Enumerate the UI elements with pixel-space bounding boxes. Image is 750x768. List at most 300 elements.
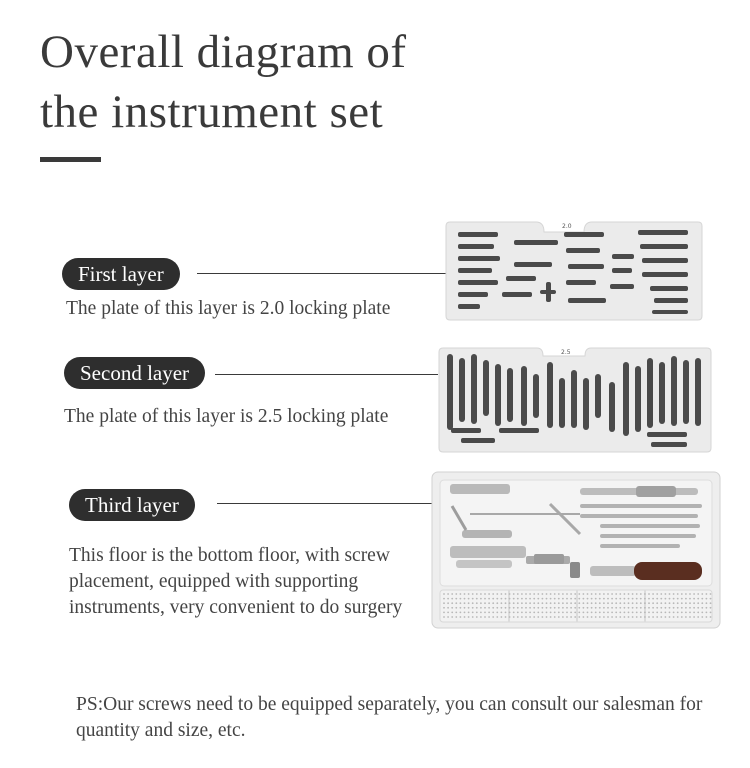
screw-hole	[693, 593, 695, 595]
screw-hole	[570, 602, 572, 604]
screw-hole	[570, 598, 572, 600]
screw-hole	[599, 598, 601, 600]
screw-hole	[480, 616, 482, 618]
screw-hole	[624, 616, 626, 618]
screw-hole	[447, 593, 449, 595]
screw-hole	[632, 593, 634, 595]
screw-hole	[685, 616, 687, 618]
screw-hole	[546, 607, 548, 609]
screw-hole	[636, 602, 638, 604]
screw-hole	[517, 616, 519, 618]
screw-hole	[468, 598, 470, 600]
screw-hole	[591, 602, 593, 604]
screw-hole	[509, 593, 511, 595]
screw-hole	[472, 598, 474, 600]
screw-hole	[669, 598, 671, 600]
screw-hole	[533, 593, 535, 595]
screw-hole	[587, 612, 589, 614]
screw-hole	[587, 593, 589, 595]
screw-hole	[476, 593, 478, 595]
screw-hole	[455, 593, 457, 595]
screw-hole	[455, 607, 457, 609]
screw-hole	[656, 598, 658, 600]
third-layer-label: Third layer	[69, 489, 195, 521]
screw-hole	[460, 598, 462, 600]
screw-hole	[484, 616, 486, 618]
screw-hole	[550, 612, 552, 614]
screw-hole	[554, 593, 556, 595]
screw-hole	[706, 616, 708, 618]
screw-hole	[706, 598, 708, 600]
screw-hole	[685, 602, 687, 604]
screw-hole	[472, 616, 474, 618]
screw-hole	[607, 598, 609, 600]
screw-hole	[546, 616, 548, 618]
screw-hole	[492, 593, 494, 595]
screw-hole	[611, 612, 613, 614]
screw-hole	[701, 598, 703, 600]
screw-hole	[681, 616, 683, 618]
screw-hole	[628, 602, 630, 604]
screw-hole	[677, 616, 679, 618]
third-layer-tray-image	[430, 470, 722, 630]
screw-hole	[636, 612, 638, 614]
screw-hole	[550, 602, 552, 604]
screw-hole	[451, 593, 453, 595]
screw-hole	[706, 607, 708, 609]
screw-hole	[542, 602, 544, 604]
screw-hole	[513, 607, 515, 609]
screw-hole	[496, 607, 498, 609]
screw-hole	[710, 616, 712, 618]
screw-hole	[509, 612, 511, 614]
screw-hole	[693, 616, 695, 618]
screw-hole	[517, 612, 519, 614]
screw-hole	[640, 612, 642, 614]
screw-hole	[624, 602, 626, 604]
screw-hole	[472, 612, 474, 614]
screw-hole	[660, 612, 662, 614]
screw-hole	[496, 616, 498, 618]
screw-hole	[484, 602, 486, 604]
screw-hole	[451, 612, 453, 614]
screw-hole	[644, 598, 646, 600]
screw-hole	[710, 602, 712, 604]
screw-hole	[443, 616, 445, 618]
screw-hole	[570, 607, 572, 609]
screw-hole	[583, 602, 585, 604]
screw-hole	[509, 616, 511, 618]
screw-hole	[476, 598, 478, 600]
screw-hole	[648, 593, 650, 595]
screw-hole	[591, 616, 593, 618]
tray-1-marking: 2.0	[562, 223, 572, 230]
screw-hole	[517, 593, 519, 595]
screw-hole	[607, 616, 609, 618]
screw-hole	[468, 602, 470, 604]
third-layer-leader-line	[217, 503, 435, 504]
screw-hole	[644, 607, 646, 609]
screw-hole	[529, 598, 531, 600]
first-layer-label: First layer	[62, 258, 180, 290]
second-layer-tray-image	[437, 344, 713, 456]
screw-hole	[464, 612, 466, 614]
screw-hole	[562, 612, 564, 614]
screw-hole	[492, 598, 494, 600]
screw-hole	[517, 607, 519, 609]
screw-hole	[656, 612, 658, 614]
screw-hole	[542, 616, 544, 618]
screw-hole	[525, 598, 527, 600]
screw-hole	[525, 593, 527, 595]
screw-hole	[533, 598, 535, 600]
screw-hole	[660, 616, 662, 618]
screw-hole	[558, 598, 560, 600]
screw-hole	[570, 612, 572, 614]
screw-hole	[513, 593, 515, 595]
screw-hole	[562, 598, 564, 600]
screw-hole	[550, 598, 552, 600]
screw-hole	[529, 616, 531, 618]
screw-hole	[689, 598, 691, 600]
screw-hole	[537, 602, 539, 604]
page-title	[40, 22, 407, 142]
screw-hole	[706, 593, 708, 595]
screw-hole	[644, 593, 646, 595]
screw-hole	[656, 607, 658, 609]
screw-hole	[521, 598, 523, 600]
screw-hole	[566, 612, 568, 614]
screw-hole	[652, 602, 654, 604]
first-layer-leader-line	[197, 273, 449, 274]
screw-hole	[583, 607, 585, 609]
screw-hole	[648, 598, 650, 600]
screw-hole	[681, 598, 683, 600]
screw-hole	[628, 616, 630, 618]
screw-hole	[525, 602, 527, 604]
screw-hole	[443, 593, 445, 595]
screw-hole	[443, 602, 445, 604]
screw-hole	[574, 598, 576, 600]
screw-hole	[562, 593, 564, 595]
screw-hole	[673, 602, 675, 604]
screw-hole	[513, 612, 515, 614]
screw-hole	[652, 593, 654, 595]
screw-hole	[488, 598, 490, 600]
screw-hole	[595, 607, 597, 609]
screw-hole	[611, 616, 613, 618]
screw-hole	[624, 612, 626, 614]
screw-hole	[587, 598, 589, 600]
screw-hole	[554, 598, 556, 600]
screw-hole	[685, 598, 687, 600]
screw-hole	[488, 602, 490, 604]
screw-hole	[537, 598, 539, 600]
screw-hole	[628, 593, 630, 595]
screw-hole	[513, 616, 515, 618]
screw-hole	[665, 598, 667, 600]
screw-hole	[513, 598, 515, 600]
screw-hole	[603, 616, 605, 618]
screw-hole	[603, 602, 605, 604]
first-layer-tray-image	[444, 218, 704, 324]
screw-hole	[505, 612, 507, 614]
screw-hole	[451, 607, 453, 609]
screw-hole	[464, 616, 466, 618]
screw-hole	[533, 602, 535, 604]
screw-hole	[546, 612, 548, 614]
screw-hole	[558, 612, 560, 614]
screw-hole	[562, 616, 564, 618]
screw-hole	[648, 612, 650, 614]
screw-hole	[546, 598, 548, 600]
screw-hole	[619, 593, 621, 595]
screw-hole	[595, 602, 597, 604]
title-line-2: the instrument set	[40, 86, 384, 138]
screw-hole	[706, 612, 708, 614]
screw-hole	[685, 593, 687, 595]
screw-hole	[652, 598, 654, 600]
screw-hole	[566, 616, 568, 618]
ps-note: PS:Our screws need to be equipped separately, you can consult our salesman for quantity and size, etc.	[76, 694, 703, 741]
screw-hole	[464, 607, 466, 609]
screw-hole	[583, 616, 585, 618]
screw-hole	[697, 598, 699, 600]
screw-hole	[468, 607, 470, 609]
screw-hole	[693, 602, 695, 604]
screw-hole	[611, 602, 613, 604]
screw-hole	[689, 607, 691, 609]
screw-hole	[480, 607, 482, 609]
screw-hole	[665, 602, 667, 604]
screw-hole	[496, 593, 498, 595]
screw-hole	[484, 598, 486, 600]
screw-hole	[587, 602, 589, 604]
screw-hole	[652, 612, 654, 614]
screw-hole	[521, 593, 523, 595]
screw-hole	[599, 607, 601, 609]
screw-hole	[644, 616, 646, 618]
third-layer-description: This floor is the bottom floor, with screw placement, equipped with supporting instruments, very convenient to do surgery	[69, 545, 403, 618]
screw-hole	[677, 593, 679, 595]
screw-hole	[644, 602, 646, 604]
screw-hole	[472, 593, 474, 595]
screw-hole	[578, 616, 580, 618]
screw-hole	[578, 602, 580, 604]
screw-hole	[636, 607, 638, 609]
screw-hole	[669, 593, 671, 595]
second-layer-leader-line	[215, 374, 438, 375]
screw-hole	[710, 593, 712, 595]
screw-hole	[632, 612, 634, 614]
screw-hole	[476, 602, 478, 604]
screw-hole	[574, 616, 576, 618]
screw-hole	[599, 593, 601, 595]
screw-hole	[447, 607, 449, 609]
screw-hole	[460, 616, 462, 618]
screw-hole	[451, 616, 453, 618]
screw-hole	[611, 607, 613, 609]
screw-hole	[558, 593, 560, 595]
screw-hole	[574, 602, 576, 604]
screw-hole	[529, 602, 531, 604]
screw-hole	[595, 616, 597, 618]
screw-hole	[574, 612, 576, 614]
screw-hole	[710, 598, 712, 600]
screw-hole	[476, 616, 478, 618]
screw-hole	[460, 602, 462, 604]
screw-hole	[509, 598, 511, 600]
screw-hole	[484, 593, 486, 595]
screw-hole	[550, 616, 552, 618]
screw-hole	[587, 616, 589, 618]
screw-hole	[701, 593, 703, 595]
screw-hole	[542, 598, 544, 600]
screw-hole	[591, 598, 593, 600]
screw-hole	[537, 612, 539, 614]
screw-hole	[476, 607, 478, 609]
screw-hole	[619, 607, 621, 609]
screw-hole	[689, 602, 691, 604]
screw-hole	[693, 607, 695, 609]
screw-hole	[460, 593, 462, 595]
title-underline	[40, 157, 101, 162]
screw-hole	[488, 612, 490, 614]
screw-hole	[669, 616, 671, 618]
screw-hole	[681, 612, 683, 614]
screw-hole	[673, 607, 675, 609]
screw-hole	[660, 607, 662, 609]
screw-hole	[706, 602, 708, 604]
screw-hole	[525, 616, 527, 618]
screw-hole	[607, 593, 609, 595]
screw-hole	[476, 612, 478, 614]
screw-hole	[484, 607, 486, 609]
screw-hole	[587, 607, 589, 609]
screw-hole	[697, 607, 699, 609]
screw-hole	[611, 598, 613, 600]
screw-hole	[472, 602, 474, 604]
screw-hole	[558, 607, 560, 609]
screw-hole	[677, 602, 679, 604]
screw-hole	[480, 612, 482, 614]
screw-hole	[484, 612, 486, 614]
screw-hole	[665, 616, 667, 618]
screw-hole	[583, 612, 585, 614]
second-layer-label: Second layer	[64, 357, 205, 389]
second-layer-description: The plate of this layer is 2.5 locking plate	[64, 406, 389, 427]
screw-hole	[566, 593, 568, 595]
screw-hole	[455, 616, 457, 618]
screw-hole	[685, 607, 687, 609]
screw-hole	[464, 602, 466, 604]
screw-hole	[578, 598, 580, 600]
screw-hole	[599, 612, 601, 614]
screw-hole	[665, 593, 667, 595]
screw-hole	[521, 607, 523, 609]
screw-hole	[542, 607, 544, 609]
screw-hole	[488, 593, 490, 595]
screw-hole	[492, 616, 494, 618]
screw-hole	[505, 598, 507, 600]
screw-hole	[603, 612, 605, 614]
screw-hole	[660, 593, 662, 595]
screw-hole	[640, 616, 642, 618]
screw-hole	[537, 607, 539, 609]
screw-hole	[628, 607, 630, 609]
screw-hole	[542, 612, 544, 614]
screw-hole	[619, 602, 621, 604]
screw-hole	[652, 607, 654, 609]
screw-hole	[517, 602, 519, 604]
screw-hole	[443, 612, 445, 614]
screw-hole	[570, 593, 572, 595]
screw-hole	[710, 612, 712, 614]
screw-hole	[492, 612, 494, 614]
screw-hole	[681, 607, 683, 609]
screw-hole	[595, 598, 597, 600]
screw-hole	[570, 616, 572, 618]
screw-hole	[681, 602, 683, 604]
screw-hole	[591, 607, 593, 609]
screw-hole	[542, 593, 544, 595]
screw-hole	[669, 602, 671, 604]
screw-hole	[451, 602, 453, 604]
screw-hole	[656, 593, 658, 595]
screw-hole	[480, 593, 482, 595]
screw-hole	[443, 598, 445, 600]
screw-hole	[492, 607, 494, 609]
screw-hole	[537, 616, 539, 618]
screw-hole	[628, 612, 630, 614]
screw-hole	[468, 593, 470, 595]
screw-hole	[648, 602, 650, 604]
screw-hole	[578, 593, 580, 595]
screw-hole	[591, 593, 593, 595]
first-layer-description: The plate of this layer is 2.0 locking plate	[66, 298, 391, 319]
screw-hole	[640, 598, 642, 600]
screw-hole	[615, 598, 617, 600]
screw-hole	[566, 602, 568, 604]
screw-hole	[656, 616, 658, 618]
screw-hole	[673, 598, 675, 600]
screw-hole	[562, 607, 564, 609]
screw-hole	[480, 598, 482, 600]
screw-hole	[591, 612, 593, 614]
screw-hole	[697, 612, 699, 614]
screw-hole	[652, 616, 654, 618]
screw-hole	[677, 598, 679, 600]
screw-hole	[697, 602, 699, 604]
screw-hole	[505, 616, 507, 618]
screw-hole	[665, 612, 667, 614]
screw-hole	[624, 593, 626, 595]
screw-hole	[554, 616, 556, 618]
screw-hole	[562, 602, 564, 604]
screw-hole	[636, 593, 638, 595]
screw-hole	[554, 602, 556, 604]
screw-hole	[693, 612, 695, 614]
screw-hole	[529, 607, 531, 609]
screw-hole	[648, 607, 650, 609]
screw-hole	[644, 612, 646, 614]
screw-hole	[624, 607, 626, 609]
screw-hole	[533, 607, 535, 609]
screw-hole	[521, 602, 523, 604]
screw-hole	[660, 602, 662, 604]
screw-hole	[599, 616, 601, 618]
screw-hole	[488, 616, 490, 618]
